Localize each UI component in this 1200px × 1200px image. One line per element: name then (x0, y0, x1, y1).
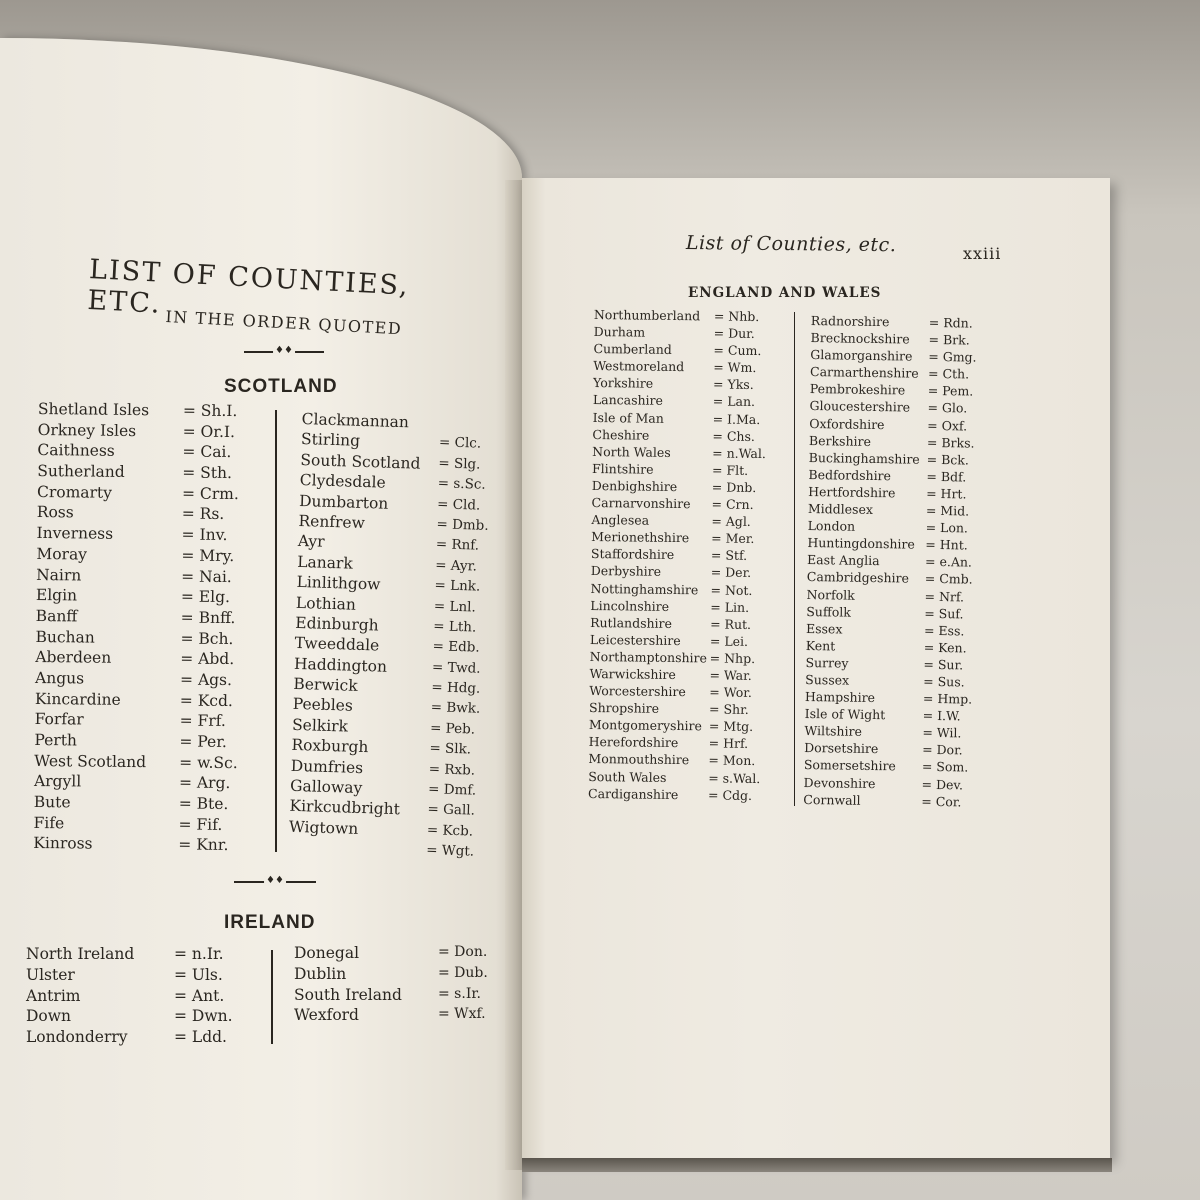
page-title: LIST OF COUNTIES, ETC. (86, 254, 411, 320)
page-subtitle: IN THE ORDER QUOTED (165, 307, 403, 339)
county-name: Caithness (37, 441, 115, 461)
county-name: Wexford (294, 1006, 359, 1025)
county-name: Suffolk (806, 603, 852, 620)
county-abbreviation: = Oxf. (927, 417, 968, 434)
county-abbreviation: = Brk. (928, 331, 970, 348)
county-abbreviation: = s.Sc. (437, 475, 486, 493)
county-name: Monmouthshire (588, 751, 690, 768)
county-abbreviation: = Abd. (180, 649, 235, 669)
county-name: Northamptonshire (589, 648, 708, 666)
county-abbreviation: = Wil. (922, 725, 962, 741)
county-name: Essex (805, 620, 843, 637)
county-abbreviation: = Rs. (181, 504, 225, 524)
county-abbreviation: = Lan. (712, 393, 756, 410)
column-divider (271, 950, 273, 1044)
county-name: Buchan (35, 627, 95, 647)
county-abbreviation: = Rxb. (428, 760, 476, 779)
county-name: Westmoreland (593, 358, 685, 375)
county-abbreviation: = Pem. (927, 383, 974, 399)
county-name: Bedfordshire (808, 466, 892, 484)
right-page-edge (522, 1158, 1112, 1172)
county-name: North Wales (592, 443, 671, 460)
county-name: Clackmannan (301, 410, 410, 432)
list-item (295, 613, 477, 636)
list-item (294, 634, 480, 656)
county-abbreviation: = Suf. (924, 605, 964, 622)
county-name: Isle of Man (592, 409, 664, 426)
county-name: Cardiganshire (587, 785, 679, 802)
county-abbreviation: = Agl. (711, 513, 751, 530)
county-name: Antrim (26, 986, 81, 1005)
county-abbreviation: = Yks. (712, 376, 754, 393)
county-name: Yorkshire (592, 375, 654, 392)
county-name: South Ireland (294, 985, 402, 1004)
county-name: Cumberland (593, 341, 672, 358)
county-name: Montgomeryshire (588, 717, 703, 734)
county-abbreviation: = Mon. (708, 752, 756, 769)
county-abbreviation: = Fif. (178, 815, 223, 834)
county-abbreviation: = Nrf. (924, 588, 965, 604)
county-abbreviation: = Sth. (182, 463, 233, 483)
county-abbreviation: = Rut. (710, 616, 752, 632)
county-abbreviation: = Clc. (438, 434, 482, 453)
county-name: North Ireland (26, 945, 135, 963)
county-abbreviation: = s.Wal. (708, 769, 761, 786)
county-name: Nairn (36, 565, 82, 584)
county-name: Ross (36, 503, 74, 522)
county-abbreviation: = Uls. (174, 965, 223, 984)
county-name: Lincolnshire (590, 597, 670, 614)
county-abbreviation: = Edb. (432, 638, 480, 656)
county-name: Derbyshire (590, 563, 662, 580)
county-name: Wiltshire (804, 723, 863, 740)
county-name: Moray (36, 544, 88, 564)
county-abbreviation: = Peb. (429, 720, 476, 738)
county-abbreviation: = Inv. (181, 525, 228, 545)
county-name: Edinburgh (295, 613, 379, 635)
county-abbreviation: = Mry. (181, 546, 235, 565)
county-name: Kirkcudbright (289, 797, 401, 819)
county-name: Denbighshire (591, 477, 678, 494)
county-name: Berwick (293, 674, 358, 695)
county-name: Bute (33, 793, 71, 812)
ornament-divider-bottom (234, 875, 316, 886)
county-abbreviation: = Kcd. (179, 691, 233, 710)
county-name: Banff (35, 606, 78, 626)
county-abbreviation: = I.W. (922, 707, 961, 724)
county-name: Sussex (805, 671, 850, 688)
county-abbreviation: = Cai. (182, 442, 232, 462)
county-abbreviation: = Stf. (710, 547, 748, 564)
ornament-diamonds: ♦♦ (266, 875, 284, 886)
county-name: Cornwall (803, 791, 861, 808)
county-abbreviation: = w.Sc. (179, 753, 238, 772)
county-abbreviation: = War. (709, 667, 752, 683)
county-name: Berkshire (808, 432, 872, 449)
county-name: Renfrew (298, 511, 366, 532)
list-item (293, 654, 481, 677)
county-name: Selkirk (291, 715, 349, 736)
section-heading-ireland: IRELAND (224, 912, 316, 933)
county-abbreviation: = Cld. (436, 495, 481, 514)
county-abbreviation: = Cdg. (707, 787, 753, 803)
county-abbreviation: = e.An. (924, 554, 973, 570)
county-name: Roxburgh (291, 736, 369, 757)
list-item (292, 695, 481, 718)
county-name: Argyll (33, 772, 82, 791)
county-name: Dumfries (290, 756, 364, 777)
county-name: Wigtown (288, 817, 359, 838)
county-name: Inverness (36, 524, 114, 543)
list-item (296, 573, 481, 595)
county-name: Northumberland (593, 307, 701, 324)
county-name: Rutlandshire (590, 614, 673, 631)
county-name: Forfar (34, 710, 84, 729)
county-abbreviation: = Crm. (181, 484, 239, 503)
county-name: Peebles (292, 695, 354, 716)
page-number: xxiii (963, 244, 1002, 263)
county-abbreviation: = Bnff. (180, 608, 236, 627)
county-name: Dorsetshire (804, 740, 879, 757)
county-abbreviation: = Lon. (925, 519, 969, 536)
county-abbreviation: = Hrt. (926, 485, 967, 502)
county-abbreviation: = Ags. (179, 670, 233, 689)
county-abbreviation: = Der. (710, 564, 752, 581)
county-abbreviation: = Wxf. (438, 1006, 486, 1023)
county-abbreviation: = Per. (179, 732, 227, 751)
county-name: Dublin (294, 964, 347, 983)
county-name: Surrey (805, 654, 849, 671)
county-abbreviation: = Nhb. (713, 308, 760, 325)
county-abbreviation: = Wor. (709, 684, 752, 701)
county-name: Lanark (296, 552, 354, 573)
county-abbreviation: = Cth. (927, 366, 970, 382)
list-item (298, 491, 481, 514)
county-name: Worcestershire (589, 683, 686, 700)
county-abbreviation: = Nai. (181, 567, 232, 586)
county-name: South Scotland (300, 450, 421, 473)
county-abbreviation: = Kcb. (426, 821, 474, 840)
county-name: Shetland Isles (37, 400, 150, 420)
county-abbreviation: = Dor. (922, 742, 963, 758)
county-abbreviation: = Mid. (925, 502, 970, 519)
county-abbreviation: = Mer. (711, 530, 755, 547)
county-name: Aberdeen (35, 648, 112, 668)
county-name: Carmarthenshire (809, 364, 919, 381)
county-abbreviation: = Bch. (180, 629, 234, 648)
county-abbreviation: = Sus. (923, 673, 965, 690)
county-abbreviation: = Dmb. (436, 516, 489, 534)
county-name: Down (26, 1007, 72, 1026)
list-item (297, 532, 480, 554)
county-abbreviation: = s.Ir. (438, 985, 481, 1002)
county-name: Donegal (294, 944, 360, 962)
county-name: Cheshire (592, 426, 650, 443)
county-abbreviation: = Bte. (178, 794, 229, 814)
county-abbreviation: = n.Wal. (712, 445, 766, 461)
county-abbreviation: = Ess. (923, 622, 965, 639)
county-name: Cromarty (36, 482, 113, 502)
county-name: Isle of Wight (804, 706, 886, 723)
county-name: Anglesea (591, 512, 650, 528)
county-abbreviation: = Cmb. (924, 571, 973, 587)
county-abbreviation: = Not. (710, 581, 753, 598)
county-abbreviation: = Mtg. (708, 718, 754, 735)
county-name: Sutherland (37, 462, 125, 481)
county-name: Oxfordshire (809, 415, 885, 432)
county-abbreviation: = Rnf. (435, 536, 480, 554)
county-name: Ulster (26, 965, 75, 984)
county-name: Buckinghamshire (808, 449, 920, 467)
county-abbreviation: = Lei. (709, 633, 749, 649)
section-heading-england-wales: ENGLAND AND WALES (688, 285, 882, 301)
county-name: East Anglia (807, 552, 880, 569)
county-name: London (807, 518, 856, 534)
county-name: Glamorganshire (810, 347, 913, 364)
county-name: Hertfordshire (808, 483, 896, 501)
county-abbreviation: = Or.I. (182, 422, 236, 441)
county-abbreviation: = Hrf. (708, 735, 749, 752)
county-name: Angus (34, 668, 85, 688)
county-abbreviation: = Dwn. (174, 1007, 233, 1026)
county-name: Cambridgeshire (806, 569, 910, 586)
county-abbreviation: = Bdf. (926, 468, 967, 485)
county-abbreviation: = Som. (921, 759, 969, 775)
county-name: Pembrokeshire (809, 381, 906, 398)
county-name: Warwickshire (589, 665, 676, 682)
county-name: Kent (805, 637, 836, 654)
county-abbreviation: = Slk. (429, 740, 472, 758)
county-name: Norfolk (806, 586, 855, 603)
county-abbreviation: = Bck. (926, 451, 970, 468)
county-abbreviation: = Sh.I. (182, 401, 238, 421)
county-abbreviation: = Lnk. (434, 577, 481, 595)
county-name: Flintshire (591, 460, 654, 477)
county-abbreviation: = Don. (438, 944, 488, 960)
county-name: Huntingdonshire (807, 535, 915, 552)
county-name: Kincardine (34, 689, 121, 709)
county-abbreviation: = Cor. (921, 793, 962, 810)
county-name: Linlithgow (296, 573, 381, 594)
county-name: Leicestershire (589, 631, 681, 648)
running-head: List of Counties, etc. (685, 232, 897, 257)
county-name: South Wales (588, 768, 667, 785)
list-item (288, 817, 474, 840)
county-name: Dumbarton (298, 491, 389, 513)
column-divider (794, 312, 795, 806)
ornament-divider-top (244, 345, 324, 356)
county-abbreviation: = Sur. (923, 656, 964, 673)
list-item (291, 736, 472, 758)
county-abbreviation: = Nhp. (709, 650, 756, 666)
county-name: Somersetshire (803, 757, 897, 774)
county-name: Fife (33, 813, 65, 833)
county-abbreviation: = Crn. (711, 496, 754, 512)
county-name: Middlesex (807, 501, 874, 518)
county-name: Lancashire (592, 392, 664, 409)
county-name: Tweeddale (294, 634, 380, 655)
county-name: Shropshire (589, 700, 660, 716)
list-item (291, 715, 476, 738)
county-abbreviation: = Slg. (438, 455, 481, 473)
list-item (290, 756, 476, 779)
county-abbreviation: = Ken. (923, 639, 967, 656)
county-abbreviation: = Arg. (178, 773, 231, 793)
county-name: Lothian (295, 593, 357, 614)
county-abbreviation: = Dev. (921, 776, 964, 792)
county-name: West Scotland (34, 751, 147, 771)
county-name: Londonderry (26, 1028, 128, 1047)
county-name: Ayr (297, 532, 325, 552)
list-item (299, 471, 486, 493)
county-abbreviation: = Elg. (180, 587, 231, 607)
list-item (295, 593, 477, 616)
list-item (293, 674, 481, 697)
county-abbreviation: = Cum. (713, 342, 762, 359)
county-name: Perth (34, 730, 78, 750)
county-name: Carnarvonshire (591, 495, 691, 512)
county-name: Herefordshire (588, 734, 679, 751)
section-heading-scotland: SCOTLAND (224, 376, 338, 397)
county-name: Radnorshire (810, 313, 890, 330)
column-divider (275, 410, 277, 852)
county-name: Nottinghamshire (590, 580, 699, 597)
county-abbreviation: = Shr. (709, 701, 749, 718)
county-abbreviation: = Lnl. (433, 597, 477, 616)
list-item (300, 450, 481, 473)
county-name: Galloway (289, 776, 363, 798)
county-abbreviation: = I.Ma. (712, 411, 761, 427)
county-name: Kinross (33, 834, 93, 854)
county-abbreviation: = Bwk. (430, 699, 481, 718)
list-item (300, 430, 482, 453)
county-name: Haddington (293, 654, 388, 676)
county-abbreviation: = Twd. (431, 658, 481, 677)
county-abbreviation: = Glo. (927, 400, 968, 416)
county-name: Durham (593, 324, 646, 340)
list-item (289, 776, 477, 799)
county-abbreviation: = Wgt. (425, 842, 475, 860)
county-name: Devonshire (803, 774, 876, 791)
county-abbreviation: = Rdn. (928, 314, 973, 331)
county-abbreviation: = Gall. (427, 801, 476, 820)
county-abbreviation: = Hmp. (922, 690, 973, 707)
county-abbreviation: = Dmf. (427, 781, 477, 799)
county-abbreviation: = Ant. (174, 986, 225, 1005)
county-abbreviation: = n.Ir. (174, 945, 224, 963)
county-abbreviation: = Hdg. (431, 679, 481, 697)
county-name: Brecknockshire (810, 330, 910, 347)
county-abbreviation: = Gmg. (928, 349, 977, 365)
county-abbreviation: = Lth. (433, 618, 477, 636)
county-name: Orkney Isles (37, 420, 137, 440)
county-abbreviation: = Dub. (438, 964, 488, 981)
county-name: Hampshire (804, 689, 876, 706)
ornament-diamonds: ♦♦ (275, 345, 293, 356)
county-name: Merionethshire (591, 529, 690, 546)
county-abbreviation: = Ayr. (434, 556, 478, 575)
list-item (301, 410, 410, 432)
county-abbreviation: = Lin. (710, 599, 750, 615)
county-abbreviation: = Frf. (179, 711, 226, 731)
county-abbreviation: = Hnt. (925, 537, 968, 553)
county-abbreviation: = Brks. (926, 434, 975, 451)
county-name: Staffordshire (590, 546, 675, 563)
county-name: Gloucestershire (809, 398, 911, 416)
county-abbreviation: = Knr. (178, 835, 229, 855)
list-item (296, 552, 478, 575)
county-abbreviation: = Dnb. (711, 479, 757, 495)
list-item (298, 511, 489, 534)
county-name: Stirling (300, 430, 361, 451)
county-abbreviation: = Flt. (711, 462, 749, 478)
county-abbreviation: = Chs. (712, 428, 755, 444)
list-item (289, 797, 476, 820)
county-name: Clydesdale (299, 471, 386, 492)
county-abbreviation: = Ldd. (174, 1028, 227, 1047)
county-abbreviation: = Wm. (713, 359, 757, 376)
county-name: Elgin (35, 586, 78, 605)
county-abbreviation: = Dur. (713, 325, 755, 342)
